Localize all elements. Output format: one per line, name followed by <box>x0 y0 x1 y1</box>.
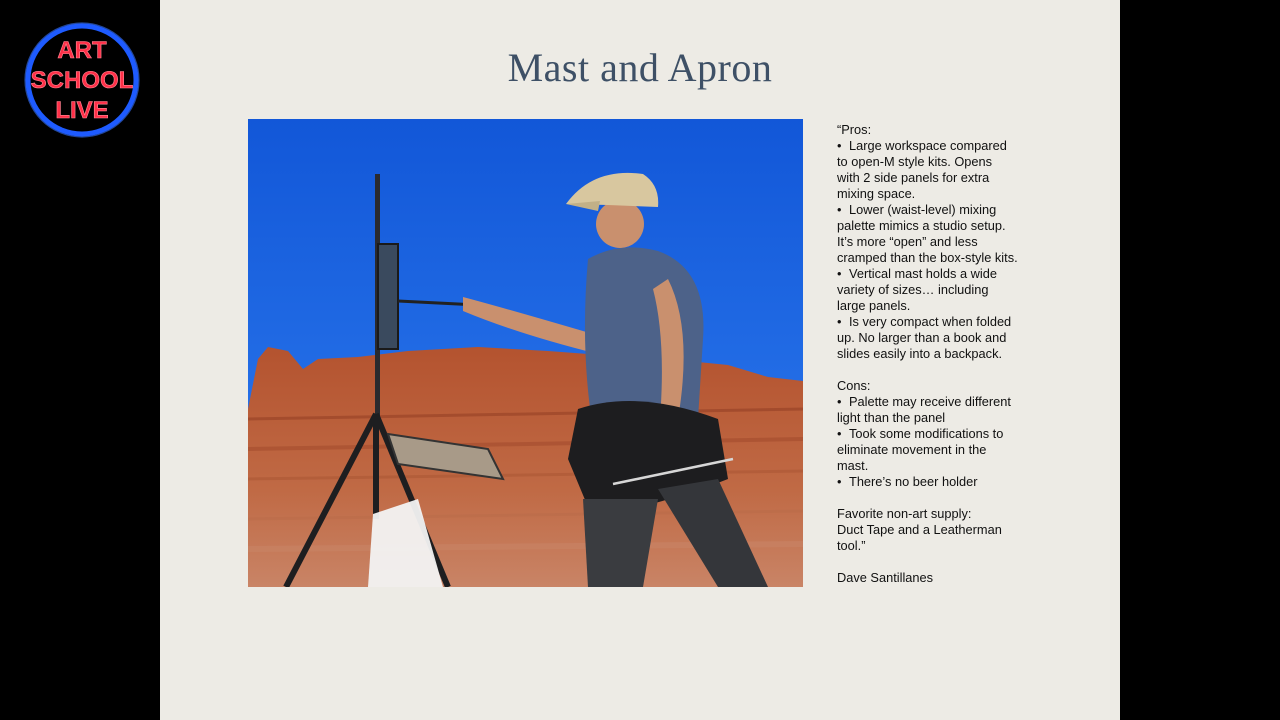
logo-line-2: SCHOOL <box>30 67 134 94</box>
pros-item-line: large panels. <box>837 298 911 313</box>
logo-badge <box>24 22 140 138</box>
bullet: • <box>837 266 842 281</box>
pros-item-line: Vertical mast holds a wide <box>849 266 997 281</box>
pros-item <box>837 266 1052 314</box>
bullet: • <box>837 474 842 489</box>
art-school-live-logo <box>24 22 140 138</box>
bullet: • <box>837 314 842 329</box>
favorite-line: Duct Tape and a Leatherman <box>837 522 1002 537</box>
author-name: Dave Santillanes <box>837 570 934 585</box>
bullet: • <box>837 426 842 441</box>
cons-header: Cons: <box>837 378 871 393</box>
cons-item <box>837 426 1052 474</box>
bullet: • <box>837 202 842 217</box>
pros-item-line: slides easily into a backpack. <box>837 346 1003 361</box>
photo-artist-at-easel-icon <box>248 119 803 587</box>
pros-item <box>837 314 1052 362</box>
favorite-line: tool.” <box>837 538 866 553</box>
pros-header: “Pros: <box>837 122 872 137</box>
cons-item-line: mast. <box>837 458 869 473</box>
pros-item-line: palette mimics a studio setup. <box>837 218 1006 233</box>
pros-item-line: mixing space. <box>837 186 916 201</box>
pros-item-line: with 2 side panels for extra <box>837 170 990 185</box>
slide-title: Mast and Apron <box>507 45 773 90</box>
pros-item-line: Lower (waist-level) mixing <box>849 202 997 217</box>
presentation-slide <box>160 0 1120 720</box>
cons-item-line: Took some modifications to <box>849 426 1004 441</box>
logo-line-3: LIVE <box>55 97 109 124</box>
pros-item <box>837 202 1052 266</box>
cons-item-line: Palette may receive different <box>849 394 1011 409</box>
pros-item-line: Is very compact when folded <box>849 314 1012 329</box>
bullet: • <box>837 394 842 409</box>
pros-item-line: Large workspace compared <box>849 138 1007 153</box>
cons-item-line: eliminate movement in the <box>837 442 987 457</box>
bullet: • <box>837 138 842 153</box>
logo-line-1: ART <box>57 37 107 64</box>
cons-item <box>837 394 1052 426</box>
pros-item-line: up. No larger than a book and <box>837 330 1007 345</box>
pros-item <box>837 138 1052 202</box>
pros-item-line: to open-M style kits. Opens <box>837 154 993 169</box>
favorite-line: Favorite non-art supply: <box>837 506 972 521</box>
cons-item-line: light than the panel <box>837 410 946 425</box>
pros-item-line: variety of sizes… including <box>837 282 989 297</box>
cons-item-line: There’s no beer holder <box>849 474 978 489</box>
artist-photo <box>248 119 803 587</box>
notes-text <box>837 122 1052 586</box>
cons-item <box>837 474 1052 490</box>
pros-item-line: It’s more “open” and less <box>837 234 978 249</box>
pros-item-line: cramped than the box-style kits. <box>837 250 1018 265</box>
